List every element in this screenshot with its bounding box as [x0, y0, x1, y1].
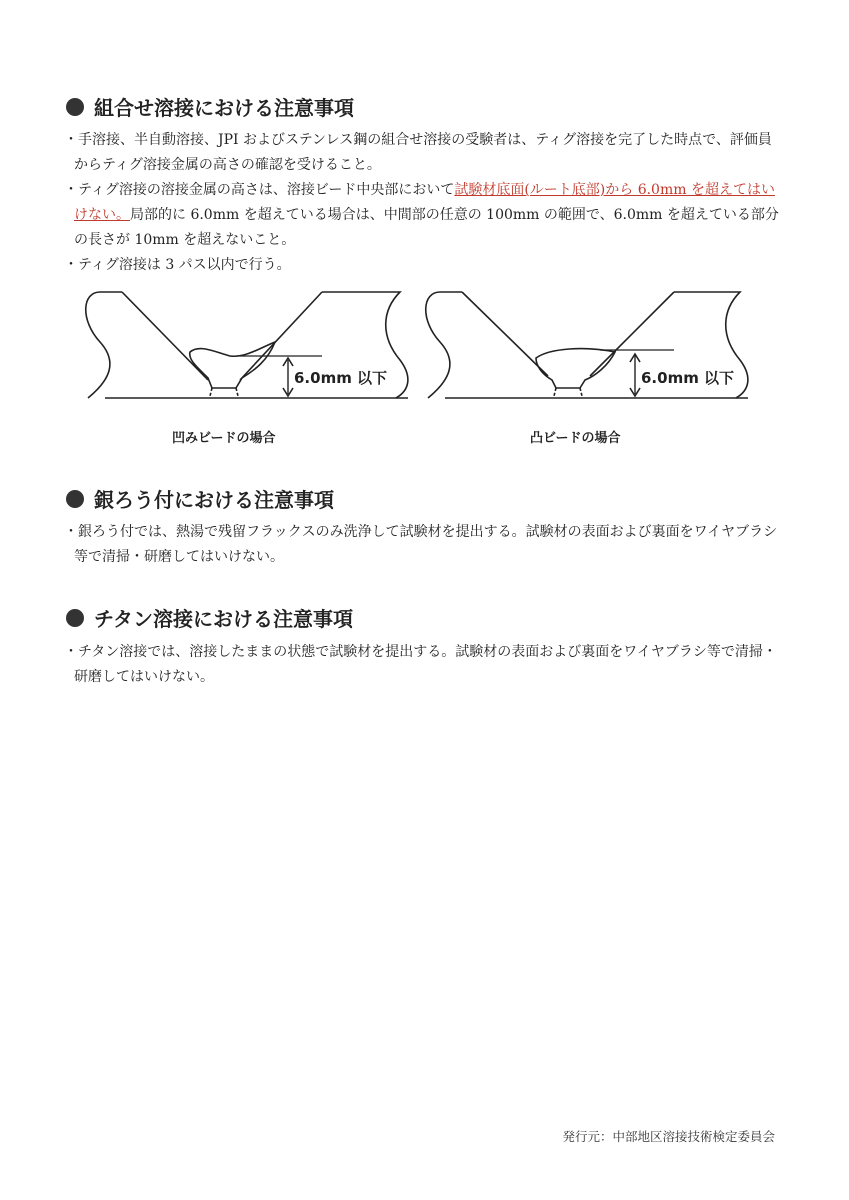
- bullet-item: ・ティグ溶接は 3 パス以内で行う。: [64, 257, 291, 273]
- section-heading-combined-welding: [66, 92, 354, 121]
- section-body-combined-welding: [64, 128, 784, 278]
- root-dashed: [210, 388, 238, 396]
- weld-bead-diagram: [70, 280, 770, 410]
- publisher-footer: 発行元：中部地区溶接技術検定委員会: [562, 1129, 775, 1144]
- root-dashed: [554, 388, 582, 396]
- left-groove-right: [240, 292, 322, 380]
- section-title: 銀ろう付における注意事項: [94, 488, 334, 512]
- left-height-label: 6.0mm 以下: [294, 369, 388, 387]
- bullet-text: 局部的に 6.0mm を超えている場合は、中間部の任意の 100mm の範囲で、6.0mm を超えている部分の長さが 10mm を超えないこと。: [74, 207, 779, 248]
- right-groove-left: [462, 292, 548, 376]
- bullet-item: [64, 178, 784, 253]
- highlighted-rule: 試験材底面(ルート底部)から 6.0mm を超えてはいけない。: [74, 182, 775, 223]
- bullet-dot-icon: [66, 490, 84, 508]
- left-groove-left: [122, 292, 208, 380]
- bullet-item: ・銀ろう付では、熱湯で残留フラックスのみ洗浄して試験材を提出する。試験材の表面および裏面をワイヤブラシ等で清掃・研磨してはいけない。: [64, 524, 778, 565]
- section-title: チタン溶接における注意事項: [94, 607, 353, 631]
- convex-bead-icon: [536, 349, 615, 388]
- section-heading-silver-brazing: [66, 484, 334, 513]
- bullet-item: ・チタン溶接では、溶接したままの状態で試験材を提出する。試験材の表面および裏面をワイヤブラシ等で清掃・研磨してはいけない。: [64, 644, 777, 685]
- bullet-dot-icon: [66, 98, 84, 116]
- right-plate-outline: [426, 292, 462, 398]
- left-caption: 凹みビードの場合: [172, 431, 276, 446]
- section-heading-titanium-welding: [66, 603, 353, 632]
- section-title: 組合せ溶接における注意事項: [94, 96, 354, 120]
- right-caption: 凸ビードの場合: [530, 431, 621, 446]
- left-plate-outline: [86, 292, 122, 398]
- right-groove-right: [590, 292, 674, 376]
- section-body-silver-brazing: [64, 520, 784, 570]
- bullet-text: ・ティグ溶接の溶接金属の高さは、溶接ビード中央部において: [64, 182, 455, 198]
- section-body-titanium-welding: [64, 640, 784, 690]
- bullet-dot-icon: [66, 609, 84, 627]
- bullet-item: ・手溶接、半自動溶接、JPI およびステンレス鋼の組合せ溶接の受験者は、ティグ溶接を完了した時点で、評価員からティグ溶接金属の高さの確認を受けること。: [64, 132, 772, 173]
- right-height-label: 6.0mm 以下: [641, 369, 735, 387]
- concave-bead-icon: [190, 342, 275, 388]
